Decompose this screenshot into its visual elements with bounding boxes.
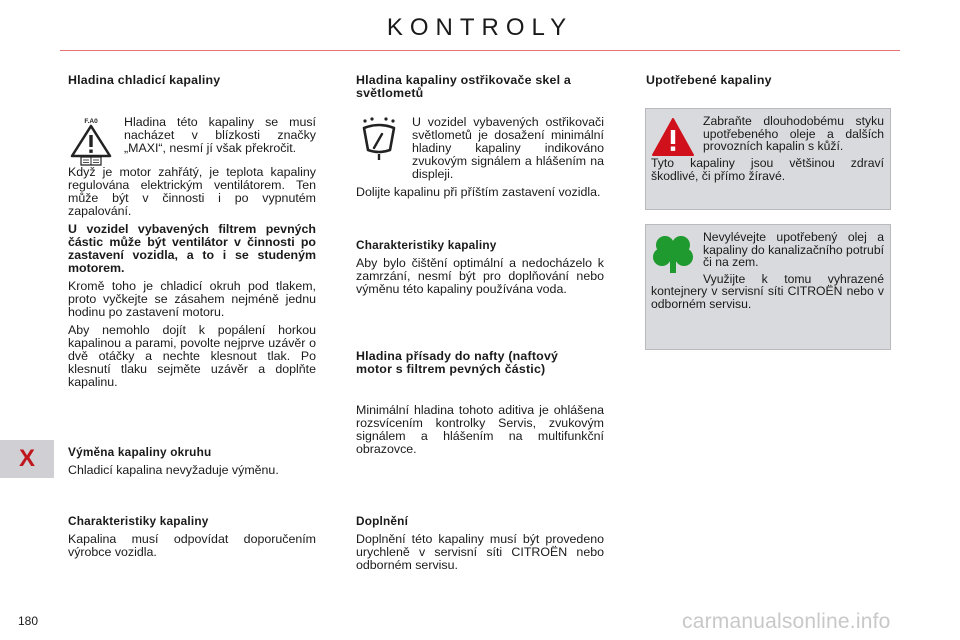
additive-section xyxy=(356,404,604,461)
coolant-para-3: Kromě toho je chladicí okruh pod tlakem, proto vyčkejte se zásahem nejméně jednu hodinu po zastavení motoru. xyxy=(68,279,316,319)
washer-heading: Hladina kapaliny ostřikovače skel a světlometů xyxy=(356,73,571,100)
washer-characteristics-heading: Charakteristiky kapaliny xyxy=(356,238,497,252)
coolant-characteristics-text: Kapalina musí odpovídat doporučením výrobce vozidla. xyxy=(68,532,316,559)
exclamation-warning-icon xyxy=(651,117,697,157)
coolant-replacement-text: Chladicí kapalina nevyžaduje výměnu. xyxy=(68,463,279,477)
coolant-replacement xyxy=(68,446,318,482)
additive-refill-heading: Doplnění xyxy=(356,514,409,528)
washer-para-1: Dolijte kapalinu při příštím zastavení vozidla. xyxy=(356,185,601,199)
washer-characteristics xyxy=(356,239,604,301)
additive-refill xyxy=(356,515,604,577)
eco-text-1: Nevylévejte upotřebený olej a kapaliny do kanalizačního potrubí či na zem. xyxy=(703,230,884,269)
coolant-warning-icon xyxy=(68,116,122,166)
warning-text-1: Zabraňte dlouhodobému styku upotřebeného oleje a dalších provozních kapalin s kůží. xyxy=(703,114,884,153)
page-number: 180 xyxy=(18,614,39,628)
washer-intro xyxy=(356,116,604,186)
chapter-tab[interactable]: X xyxy=(0,440,54,478)
coolant-para-1: Když je motor zahřátý, je teplota kapaliny regulována elektrickým ventilátorem. Ten může být v činnosti i po vypnutém zapalování. xyxy=(68,165,316,218)
additive-heading: Hladina přísady do nafty (naftový motor s filtrem pevných částic) xyxy=(356,349,559,376)
additive-refill-text: Doplnění této kapaliny musí být provedeno urychleně v servisní síti CITROËN nebo odborném servisu. xyxy=(356,532,604,572)
coolant-section xyxy=(68,116,316,394)
coolant-characteristics-heading: Charakteristiky kapaliny xyxy=(68,514,209,528)
washer-characteristics-text: Aby bylo čištění optimální a nedocházelo k zamrzání, nesmí být pro doplňování nebo výměnu této kapaliny používána voda. xyxy=(356,256,604,296)
used-fluids-heading: Upotřebené kapaliny xyxy=(646,73,772,87)
tree-eco-icon xyxy=(651,231,697,275)
coolant-intro xyxy=(68,116,316,166)
warning-text-2: Tyto kapaliny jsou většinou zdraví škodlivé, či přímo žíravé. xyxy=(651,156,884,183)
coolant-intro-text: Hladina této kapaliny se musí nacházet v blízkosti značky „MAXI“, nesmí jí však překročit. xyxy=(124,115,316,155)
eco-box xyxy=(645,224,891,350)
warning-box xyxy=(645,108,891,210)
watermark: carmanualsonline.info xyxy=(682,610,891,633)
additive-text: Minimální hladina tohoto aditiva je ohlášena rozsvícením kontrolky Servis, zvukovým signálem a hlášením na multifunkční obrazovce. xyxy=(356,403,604,456)
title-divider xyxy=(60,50,900,51)
washer-intro-text: U vozidel vybavených ostřikovači světlometů je dosažení minimální hladiny kapaliny indikováno zvukovým signálem a hlášením na displeji. xyxy=(412,115,604,181)
coolant-replacement-heading: Výměna kapaliny okruhu xyxy=(68,445,212,459)
coolant-para-4: Aby nemohlo dojít k popálení horkou kapalinou a parami, povolte nejprve uzávěr o dvě otáčky a nechte klesnout tlak. Po klesnutí tlaku sejměte uzávěr a doplňte kapalinu. xyxy=(68,323,316,389)
eco-text-2: Využijte k tomu vyhrazené kontejnery v servisní síti CITROËN nebo v odborném servisu. xyxy=(651,271,884,311)
page-title: KONTROLY xyxy=(386,14,574,41)
washer-section xyxy=(356,116,604,204)
coolant-heading: Hladina chladicí kapaliny xyxy=(68,73,221,87)
svg-text:F.A0: F.A0 xyxy=(84,118,98,125)
coolant-para-2: U vozidel vybavených filtrem pevných částic může být ventilátor v činnosti po zastavení vozidla, a to i se studeným motorem. xyxy=(68,222,316,275)
coolant-characteristics xyxy=(68,515,316,564)
washer-fluid-icon xyxy=(356,116,408,162)
